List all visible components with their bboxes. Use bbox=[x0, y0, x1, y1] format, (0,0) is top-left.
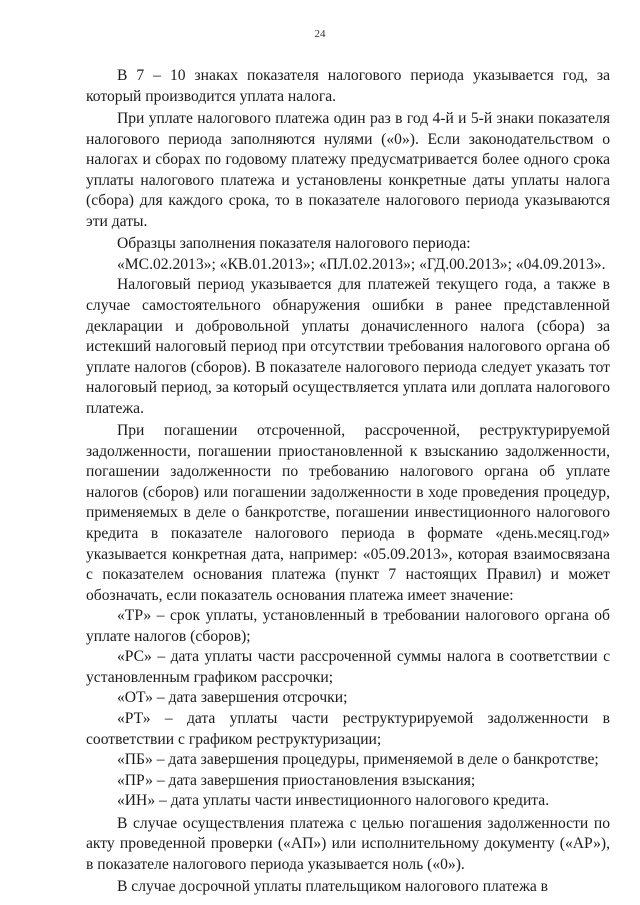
list-item-rs: «РС» – дата уплаты части рассроченной суммы налога в соответствии с установленным графиком рассрочки; bbox=[86, 648, 610, 686]
list-item-ot: «ОТ» – дата завершения отсрочки; bbox=[117, 689, 348, 707]
paragraph-annual-payment: При уплате налогового платежа один раз в год 4-й и 5-й знаки показателя налогового периода заполняются нулями («0»). Если законодательством о налогах и сборах по годовому платежу предусматривается более одного срока уплаты налогового платежа и установлены конкретные даты уплаты налога (сбора) для каждого срока, то в показателе налогового периода указываются эти даты. bbox=[86, 110, 610, 230]
paragraph-samples-heading: Образцы заполнения показателя налогового периода: bbox=[117, 235, 471, 253]
document-body bbox=[86, 66, 610, 898]
paragraph-audit-act: В случае осуществления платежа с целью погашения задолженности по акту проведенной проверки («АП») или исполнительному документу («АР»), в показателе налогового периода указывается ноль («0»). bbox=[86, 814, 610, 873]
paragraph-year-digits: В 7 – 10 знаках показателя налогового периода указывается год, за который производится уплата налога. bbox=[86, 67, 610, 105]
paragraph-samples-list: «МС.02.2013»; «КВ.01.2013»; «ПЛ.02.2013»; «ГД.00.2013»; «04.09.2013». bbox=[117, 255, 606, 273]
paragraph-early-payment: В случае досрочной уплаты плательщиком налогового платежа в bbox=[117, 878, 549, 896]
paragraph-debt-repayment: При погашении отсроченной, рассроченной, реструктурируемой задолженности, погашении приостановленной к взысканию задолженности, погашении задолженности по требованию налогового органа об уплате налогов (сборов) или погашении задолженности в ходе проведения процедур, применяемых в деле о банкротстве, погашении инвестиционного налогового кредита в показателе налогового периода в формате «день.месяц.год» указывается конкретная дата, например: «05.09.2013», которая взаимосвязана с показателем основания платежа (пункт 7 настоящих Правил) и может обозначать, если показатель основания платежа имеет значение: bbox=[86, 422, 610, 604]
page-number: 24 bbox=[314, 28, 326, 40]
list-item-in: «ИН» – дата уплаты части инвестиционного налогового кредита. bbox=[117, 792, 550, 810]
list-item-pb: «ПБ» – дата завершения процедуры, применяемой в деле о банкротстве; bbox=[117, 751, 599, 769]
paragraph-current-year: Налоговый период указывается для платежей текущего года, а также в случае самостоятельного обнаружения ошибки в ранее представленной декларации и добровольной уплаты доначисленного налога (сбора) за истекший налоговый период при отсутствии требования налогового органа об уплате налогов (сборов). В показателе налогового периода следует указать тот налоговый период, за который осуществляется уплата или доплата налогового платежа. bbox=[86, 276, 610, 417]
list-item-rt: «РТ» – дата уплаты части реструктурируемой задолженности в соответствии с графиком реструктуризации; bbox=[86, 709, 610, 748]
list-item-tr: «ТР» – срок уплаты, установленный в требовании налогового органа об уплате налогов (сборов); bbox=[86, 607, 610, 645]
list-item-pr: «ПР» – дата завершения приостановления взыскания; bbox=[117, 771, 476, 789]
